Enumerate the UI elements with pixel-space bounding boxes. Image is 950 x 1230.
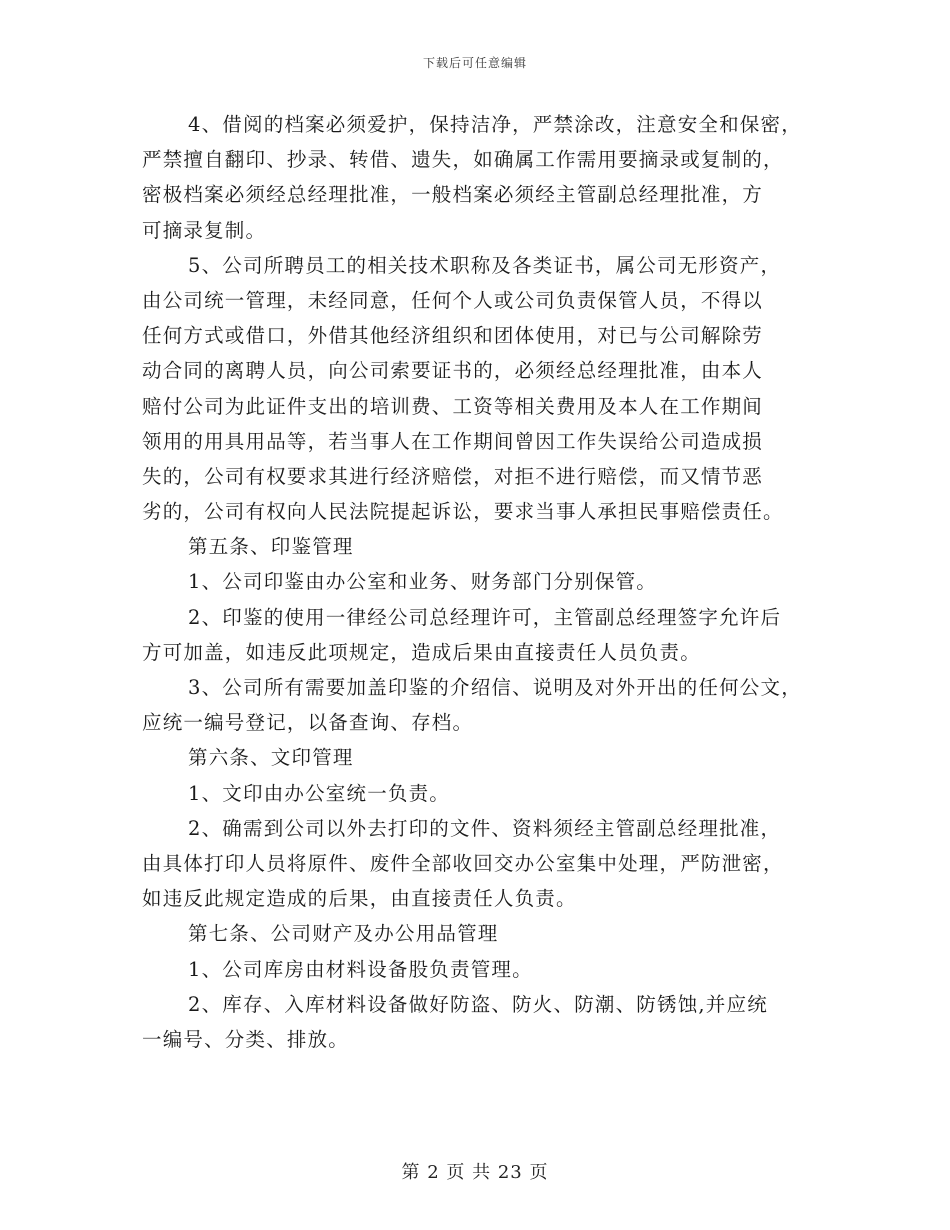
body-line: 1、文印由办公室统一负责。 <box>188 781 451 805</box>
body-line: 失的，公司有权要求其进行经济赔偿，对拒不进行赔偿，而又情节恶 <box>142 464 764 488</box>
body-line: 领用的用具用品等，若当事人在工作期间曾因工作失误给公司造成损 <box>142 429 764 453</box>
body-line: 2、确需到公司以外去打印的文件、资料须经主管副总经理批准， <box>188 816 782 840</box>
body-line: 一编号、分类、排放。 <box>142 1027 350 1051</box>
body-line: 劣的，公司有权向人民法院提起诉讼，要求当事人承担民事赔偿责任。 <box>142 500 784 524</box>
body-line: 可摘录复制。 <box>142 218 267 242</box>
body-line: 应统一编号登记，以备查询、存档。 <box>142 711 474 735</box>
body-line: 2、印鉴的使用一律经公司总经理许可，主管副总经理签字允许后 <box>188 605 782 629</box>
body-line: 由具体打印人员将原件、废件全部收回交办公室集中处理，严防泄密， <box>142 851 784 875</box>
body-line: 3、公司所有需要加盖印鉴的介绍信、说明及对外开出的任何公文， <box>188 676 802 699</box>
body-line: 赔付公司为此证件支出的培训费、工资等相关费用及本人在工作期间 <box>142 394 764 418</box>
page-header: 下载后可任意编辑 <box>422 56 527 70</box>
body-line: 1、公司印鉴由办公室和业务、财务部门分别保管。 <box>188 570 658 594</box>
body-line: 5、公司所聘员工的相关技术职称及各类证书，属公司无形资产， <box>188 253 782 277</box>
body-line: 动合同的离聘人员，向公司索要证书的，必须经总经理批准，由本人 <box>142 359 764 383</box>
document-body <box>142 107 822 1057</box>
page-number-footer: 第 2 页 共 23 页 <box>401 1162 549 1183</box>
body-line: 2、库存、入库材料设备做好防盗、防火、防潮、防锈蚀,并应统 <box>188 992 768 1016</box>
body-line: 如违反此规定造成的后果，由直接责任人负责。 <box>142 887 577 911</box>
body-line: 第六条、文印管理 <box>188 746 354 770</box>
body-line: 方可加盖，如违反此项规定，造成后果由直接责任人员负责。 <box>142 640 701 664</box>
body-line: 4、借阅的档案必须爱护，保持洁净，严禁涂改，注意安全和保密， <box>188 113 802 136</box>
body-line: 严禁擅自翻印、抄录、转借、遗失，如确属工作需用要摘录或复制的， <box>142 148 784 172</box>
body-line: 第七条、公司财产及办公用品管理 <box>188 922 499 946</box>
body-line: 由公司统一管理，未经同意，任何个人或公司负责保管人员，不得以 <box>142 288 764 312</box>
body-line: 密极档案必须经总经理批准，一般档案必须经主管副总经理批准，方 <box>142 183 764 207</box>
body-line: 第五条、印鉴管理 <box>188 535 354 559</box>
body-line: 1、公司库房由材料设备股负责管理。 <box>188 957 533 981</box>
body-line: 任何方式或借口，外借其他经济组织和团体使用，对已与公司解除劳 <box>142 324 764 348</box>
